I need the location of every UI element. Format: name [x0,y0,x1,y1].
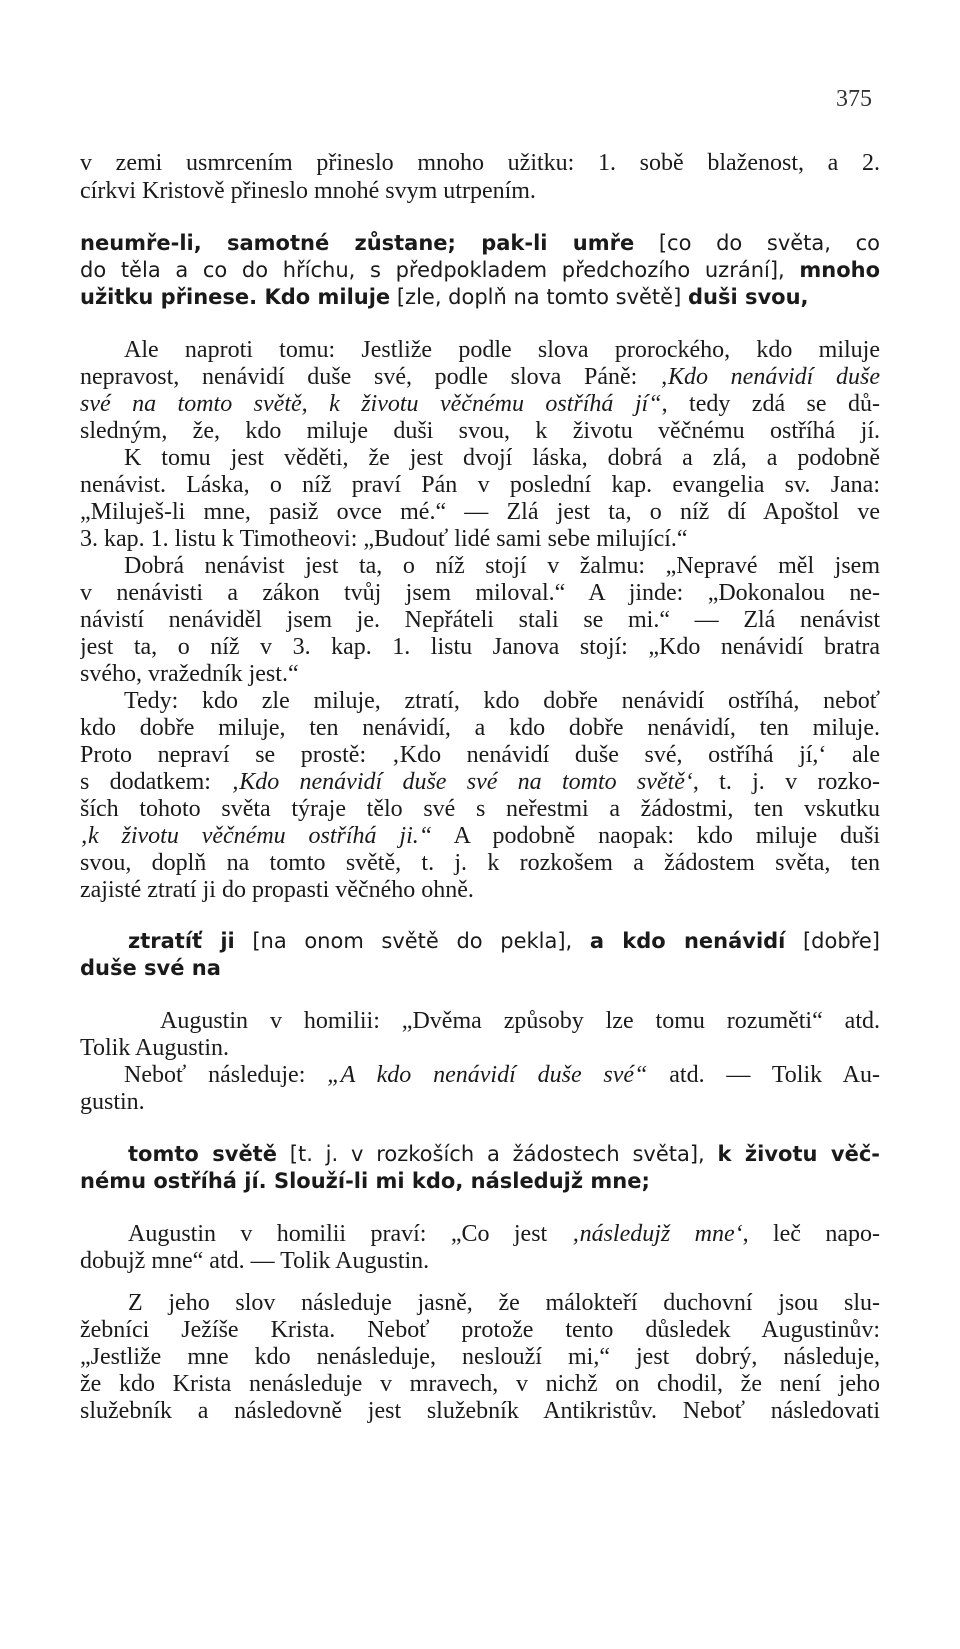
text-segment: v zemi usmrcením přineslo mnoho užitku: 1. sobě blaženost, a 2. [80,150,880,176]
text-segment: jest ta, o níž v 3. kap. 1. listu Janova stojí: „Kdo nenávidí bratra [80,634,880,660]
text-line [80,526,880,554]
text-line [80,364,880,392]
text-line [124,1062,880,1090]
text-segment: v nenávisti a zákon tvůj jsem miloval.“ A jinde: „Dokonalou ne- [80,580,880,606]
text-segment: K tomu jest věděti, že jest dvojí láska, dobrá a zlá, a podobně [124,445,880,471]
text-segment: do těla a co do hříchu, s předpokladem předchozího uzrání], [80,258,800,282]
text-segment: Tedy: kdo zle miluje, ztratí, kdo dobře nenávidí ostříhá, neboť [124,688,880,714]
text-segment: Ale naproti tomu: Jestliže podle slova prorockého, kdo miluje [124,337,880,363]
bold-text: ztratíť ji [128,929,235,953]
text-segment: , leč napo- [742,1221,880,1247]
text-segment: Z jeho slov následuje jasně, že málokteří duchovní jsou slu- [128,1290,880,1316]
bold-text: duše své na [80,956,221,980]
text-segment: Neboť následuje: [124,1062,328,1088]
text-line [80,472,880,500]
text-line [80,178,880,206]
text-line [80,661,880,689]
text-line [80,955,880,983]
text-line [80,1168,880,1196]
text-segment: návistí nenáviděl jsem je. Nepřáteli stali se mi.“ — Zlá nenávist [80,607,880,633]
text-segment: atd. — Tolik Au- [647,1062,880,1088]
text-segment: nepravost, nenávidí duše své, podle slova Páně: [80,364,660,390]
text-line [80,850,880,878]
italic-text: ‚Kdo nenávidí duše [660,364,880,390]
text-line [124,553,880,581]
text-line [80,742,880,770]
text-line [124,688,880,716]
text-line [80,607,880,635]
text-segment: kdo dobře miluje, ten nenávidí, a kdo dobře nenávidí, ten miluje. [80,715,880,741]
bold-text: a kdo nenávidí [589,929,786,953]
text-segment: [dobře] [785,929,880,953]
italic-text: ‚následujž mne‘ [571,1221,743,1247]
text-segment: [zle, doplň na tomto světě] [390,285,688,309]
text-segment: [na onom světě do pekla], [234,929,590,953]
text-line [128,1141,880,1169]
text-line [80,1035,880,1063]
italic-text: ‚Kdo nenávidí duše své na tomto světě‘ [231,769,693,795]
text-segment: dobujž mne“ atd. — Tolik Augustin. [80,1248,430,1274]
text-segment: svou, doplň na tomto světě, t. j. k rozkošem a žádostem světa, ten [80,850,880,876]
text-line [80,769,880,797]
bold-text: neumře-li, samotné zůstane; pak-li umře [80,231,635,255]
text-line [80,284,880,312]
text-line [80,230,880,258]
text-segment: sledným, že, kdo miluje duši svou, k životu věčnému ostříhá jí. [80,418,880,444]
text-segment: zajisté ztratí ji do propasti věčného ohně. [80,877,474,903]
italic-text: „A kdo nenávidí duše své“ [327,1062,648,1088]
text-line [128,1221,880,1249]
text-line [80,1248,880,1276]
bold-text: mnoho [799,258,880,282]
text-line [160,1008,880,1036]
text-line [80,1398,880,1426]
text-segment: „Jestliže mne kdo nenásleduje, neslouží mi,“ jest dobrý, následuje, [80,1344,880,1370]
text-line [80,257,880,285]
bold-text: nému ostříhá jí. Slouží-li mi kdo, následujž mne; [80,1169,650,1193]
text-segment: Dobrá nenávist jest ta, o níž stojí v žalmu: „Nepravé měl jsem [124,553,880,579]
text-segment: svého, vražedník jest.“ [80,661,299,687]
text-segment: žebníci Ježíše Krista. Neboť protože tento důsledek Augustinův: [80,1317,880,1343]
italic-text: své na tomto světě, k životu věčnému ostříhá jí“ [80,391,662,417]
text-line [80,418,880,446]
text-segment: [t. j. v rozkoších a žádostech světa], [276,1142,718,1166]
text-segment: služebník a následovně jest služebník Antikristův. Neboť následovati [80,1398,880,1424]
bold-text: užitku přinese. Kdo miluje [80,285,391,309]
text-line [80,580,880,608]
text-segment: Proto nepraví se prostě: ‚Kdo nenávidí duše své, ostříhá jí,‘ ale [80,742,880,768]
text-line [80,823,880,851]
text-segment: , tedy zdá se dů- [661,391,880,417]
text-segment: s dodatkem: [80,769,232,795]
text-line [80,877,880,905]
text-line [80,150,880,178]
text-segment: Augustin v homilii praví: „Co jest [128,1221,572,1247]
text-line [128,1290,880,1318]
text-segment: Tolik Augustin. [80,1035,230,1061]
text-segment: církvi Kristově přineslo mnohé svym utrpením. [80,178,536,204]
text-line [128,928,880,956]
text-segment: A podobně naopak: kdo miluje duši [432,823,880,849]
bold-text: k životu věč- [717,1142,880,1166]
page-number: 375 [836,86,872,112]
bold-text: duši svou, [687,285,809,309]
text-line [80,1089,880,1117]
text-segment: „Miluješ-li mne, pasiž ovce mé.“ — Zlá jest ta, o níž dí Apoštol ve [80,499,880,525]
text-segment: ších tohoto světa týraje tělo své s neřestmi a žádostmi, ten vskutku [80,796,880,822]
text-line [80,634,880,662]
text-line [80,1371,880,1399]
bold-text: tomto světě [128,1142,277,1166]
text-line [80,1317,880,1345]
text-segment: gustin. [80,1089,145,1115]
text-line [80,715,880,743]
text-line [80,499,880,527]
text-segment: že kdo Krista nenásleduje v mravech, v nichž on chodil, že není jeho [80,1371,880,1397]
text-segment: [co do světa, co [634,231,880,255]
text-segment: 3. kap. 1. listu k Timotheovi: „Budouť lidé sami sebe milující.“ [80,526,688,552]
text-segment: nenávist. Láska, o níž praví Pán v poslední kap. evangelia sv. Jana: [80,472,880,498]
text-segment: , t. j. v rozko- [692,769,880,795]
text-line [80,1344,880,1372]
text-line [80,391,880,419]
italic-text: ‚k životu věčnému ostříhá ji.“ [80,823,433,849]
text-line [124,445,880,473]
text-line [80,796,880,824]
text-line [124,337,880,365]
text-segment: Augustin v homilii: „Dvěma způsoby lze tomu rozuměti“ atd. [160,1008,880,1034]
